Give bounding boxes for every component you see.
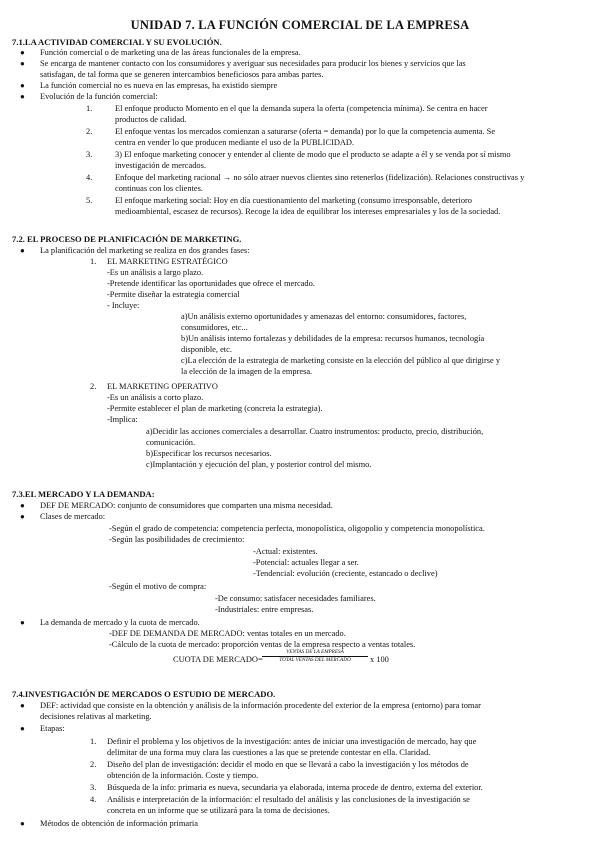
paragraph: Se encarga de mantener contacto con los consumidores y averiguar sus necesidades para producir los bienes y servicios que las bbox=[40, 59, 466, 68]
paragraph: Métodos de obtención de información primaria bbox=[40, 819, 198, 828]
list-number: 2. bbox=[86, 127, 93, 136]
bullet-icon: ● bbox=[20, 246, 25, 255]
list-item: -Permite diseñar la estrategia comercial bbox=[107, 290, 240, 299]
list-item: El enfoque producto Momento en el que la demanda supera la oferta (competencia mínima). Se centra en hacer bbox=[115, 104, 488, 113]
bullet-icon: ● bbox=[20, 819, 25, 828]
list-item: -DEF DE DEMANDA DE MERCADO: ventas totales en un mercado. bbox=[109, 629, 346, 638]
list-item: a)Decidir las acciones comerciales a desarrollar. Cuatro instrumentos: producto, precio, distribución, bbox=[146, 427, 484, 436]
paragraph: La planificación del marketing se realiza en dos grandes fases: bbox=[40, 246, 250, 255]
list-item: comunicación. bbox=[146, 438, 196, 447]
list-item: la elección de la imagen de la empresa. bbox=[181, 367, 313, 376]
paragraph: satisfagan, de tal forma que se generen intercambios beneficiosos para ambas partes. bbox=[40, 70, 324, 79]
list-item: consumidores, etc... bbox=[181, 323, 248, 332]
list-item: -Potencial: actuales llegar a ser. bbox=[253, 558, 359, 567]
list-item: -Implica: bbox=[107, 415, 138, 424]
list-item: -Permite establecer el plan de marketing (concreta la estrategia). bbox=[107, 404, 323, 413]
list-item: - Incluye: bbox=[107, 301, 140, 310]
formula-denominator: TOTAL VENTAS DEL MERCADO bbox=[279, 657, 351, 663]
list-item: disponible, etc. bbox=[181, 345, 232, 354]
bullet-icon: ● bbox=[20, 81, 25, 90]
list-item: delimitar de una forma muy clara las cuestiones a las que se pretende contestar en ella. Claridad. bbox=[107, 748, 431, 757]
bullet-icon: ● bbox=[20, 92, 25, 101]
list-item: Búsqueda de la info: primaria es nueva, secundaria ya elaborada, interna procede de dentro, externa del exterior. bbox=[107, 783, 483, 792]
list-number: 1. bbox=[86, 104, 93, 113]
list-item: -Es un análisis a largo plazo. bbox=[107, 268, 204, 277]
list-item: investigación de mercados. bbox=[115, 161, 206, 170]
list-item: productos de calidad. bbox=[115, 115, 187, 124]
formula-numerator: VENTAS DE LA EMPRESA bbox=[286, 649, 344, 655]
bullet-icon: ● bbox=[20, 618, 25, 627]
list-number: 1. bbox=[90, 257, 97, 266]
formula-label: CUOTA DE MERCADO= bbox=[173, 655, 263, 664]
section-heading-7-4: 7.4.INVESTIGACIÓN DE MERCADOS O ESTUDIO DE MERCADO. bbox=[12, 689, 276, 699]
section-heading-7-1: 7.1.LA ACTIVIDAD COMERCIAL Y SU EVOLUCIÓN. bbox=[12, 37, 222, 47]
list-number: 3. bbox=[86, 150, 93, 159]
paragraph: Clases de mercado: bbox=[40, 512, 106, 521]
list-item: Enfoque del marketing racional → no sólo atraer nuevos clientes sino retenerlos (fidelización). Relaciones constructivas y bbox=[115, 173, 525, 182]
list-number: 3. bbox=[90, 783, 97, 792]
section-heading-7-2: 7.2. EL PROCESO DE PLANIFICACIÓN DE MARKETING. bbox=[12, 234, 242, 244]
list-number: 2. bbox=[90, 760, 97, 769]
list-item: El enfoque ventas los mercados comienzan a saturarse (oferta = demanda) por lo que la competencia aumenta. Se bbox=[115, 127, 496, 136]
list-item: -Según las posibilidades de crecimiento: bbox=[109, 535, 245, 544]
list-item: -Industriales: entre empresas. bbox=[215, 605, 314, 614]
paragraph: Función comercial o de marketing una de las áreas funcionales de la empresa. bbox=[40, 48, 301, 57]
list-item: concreta en un informe que se utilizará para la toma de decisiones. bbox=[107, 806, 330, 815]
list-number: 5. bbox=[86, 196, 93, 205]
bullet-icon: ● bbox=[20, 501, 25, 510]
section-heading-7-3: 7.3.EL MERCADO Y LA DEMANDA: bbox=[12, 489, 155, 499]
list-item: -Según el grado de competencia: competencia perfecta, monopolística, oligopolio y competencia monopolística. bbox=[109, 524, 485, 533]
list-item: continuas con los clientes. bbox=[115, 184, 203, 193]
list-item: b)Especificar los recursos necesarios. bbox=[146, 449, 272, 458]
paragraph: DEF DE MERCADO: conjunto de consumidores que comparten una misma necesidad. bbox=[40, 501, 333, 510]
list-number: 1. bbox=[90, 737, 97, 746]
list-item: b)Un análisis interno fortalezas y debilidades de la empresa: recursos humanos, tecnología bbox=[181, 334, 485, 343]
list-item: obtención de la información. Coste y tiempo. bbox=[107, 771, 259, 780]
bullet-icon: ● bbox=[20, 48, 25, 57]
list-item: Análisis e interpretación de la información: el resultado del análisis y las conclusiones de la investigación se bbox=[107, 795, 470, 804]
list-item: EL MARKETING ESTRATÉGICO bbox=[107, 257, 228, 266]
list-item: -Según el motivo de compra: bbox=[109, 582, 207, 591]
list-item: centra en vender lo que producen mediante el uso de la PUBLICIDAD. bbox=[115, 138, 355, 147]
formula-multiplier: x 100 bbox=[370, 655, 389, 664]
list-item: EL MARKETING OPERATIVO bbox=[107, 382, 218, 391]
list-item: Definir el problema y los objetivos de la investigación: antes de iniciar una investigación de mercado, hay que bbox=[107, 737, 477, 746]
list-item: c)Implantación y ejecución del plan, y posterior control del mismo. bbox=[146, 460, 372, 469]
bullet-icon: ● bbox=[20, 59, 25, 68]
bullet-icon: ● bbox=[20, 512, 25, 521]
list-item: c)La elección de la estrategia de marketing consiste en la elección del público al que dirigirse y bbox=[181, 356, 501, 365]
bullet-icon: ● bbox=[20, 724, 25, 733]
paragraph: Etapas: bbox=[40, 724, 65, 733]
paragraph: decisiones relativas al marketing. bbox=[40, 712, 152, 721]
list-item: El enfoque marketing social: Hoy en día cuestionamiento del marketing (consumo irresponsable, deterioro bbox=[115, 196, 472, 205]
page-title: UNIDAD 7. LA FUNCIÓN COMERCIAL DE LA EMPRESA bbox=[130, 18, 470, 32]
list-item: -Actual: existentes. bbox=[253, 547, 318, 556]
list-number: 4. bbox=[90, 795, 97, 804]
list-item: -De consumo: satisfacer necesidades familiares. bbox=[215, 594, 376, 603]
bullet-icon: ● bbox=[20, 701, 25, 710]
list-item: medioambiental, escasez de recursos). Recoge la idea de equilibrar los intereses empresariales y los de la sociedad. bbox=[115, 207, 501, 216]
list-item: -Pretende identificar las oportunidades que ofrece el mercado. bbox=[107, 279, 315, 288]
paragraph: La demanda de mercado y la cuota de mercado. bbox=[40, 618, 200, 627]
list-item: a)Un análisis externo oportunidades y amenazas del entorno: consumidores, factores, bbox=[181, 312, 467, 321]
list-item: -Tendencial: evolución (creciente, estancado o declive) bbox=[253, 569, 438, 578]
list-number: 4. bbox=[86, 173, 93, 182]
list-number: 2. bbox=[90, 382, 97, 391]
list-item: 3) El enfoque marketing conocer y entender al cliente de modo que el producto se adapte a él y se venda por sí mismo bbox=[115, 150, 511, 159]
paragraph: Evolución de la función comercial: bbox=[40, 92, 158, 101]
paragraph: La función comercial no es nueva en las empresas, ha existido siempre bbox=[40, 81, 278, 90]
paragraph: DEF: actividad que consiste en la obtención y análisis de la información procedente del exterior de la empresa (entorno) para tomar bbox=[40, 701, 481, 710]
list-item: -Es un análisis a corto plazo. bbox=[107, 393, 204, 402]
list-item: Diseño del plan de investigación: decidir el modo en que se llevará a cabo la investigación y los métodos de bbox=[107, 760, 469, 769]
list-item: -Cálculo de la cuota de mercado: proporción ventas de la empresa respecto a ventas totales. bbox=[109, 640, 416, 649]
